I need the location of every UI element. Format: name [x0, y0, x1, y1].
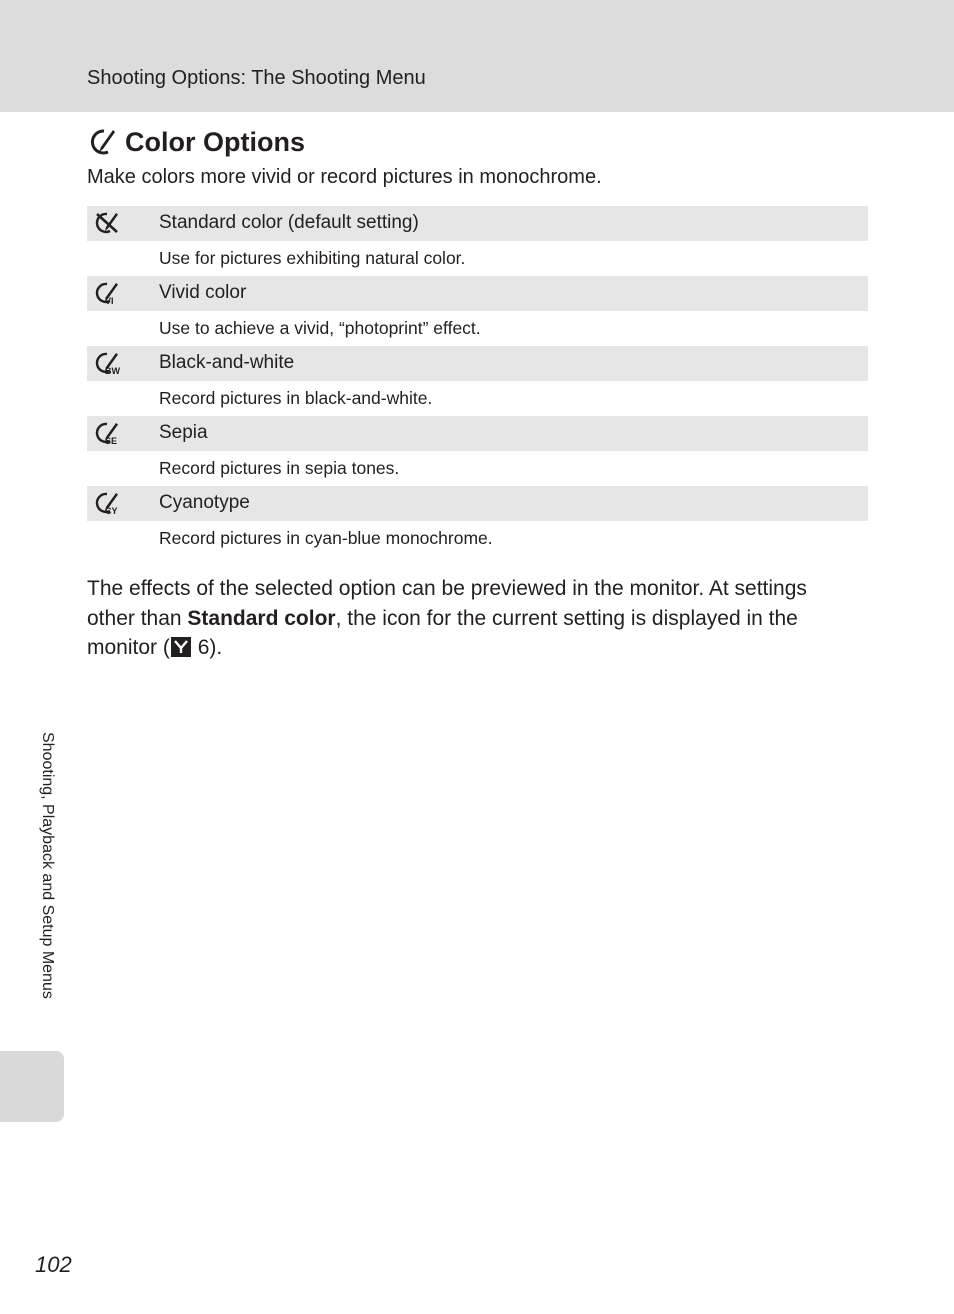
color-options-icon	[87, 128, 119, 156]
vivid-color-icon	[95, 281, 121, 305]
section-title	[87, 124, 305, 160]
options-table	[87, 206, 868, 556]
svg-text:BW: BW	[105, 366, 120, 375]
body-text: The effects of the selected option can be previewed in the monitor. At settings other than	[87, 577, 807, 630]
page-reference[interactable]: 6	[191, 636, 210, 659]
header-title: Shooting Options: The Shooting Menu	[87, 67, 426, 89]
option-description: Use to achieve a vivid, “photoprint” effect.	[159, 318, 481, 338]
option-description: Record pictures in cyan-blue monochrome.	[159, 528, 493, 548]
option-description: Use for pictures exhibiting natural color.	[159, 248, 466, 268]
option-name: Black-and-white	[159, 352, 295, 373]
sepia-icon	[95, 421, 121, 445]
body-text: , the icon for the current setting is displayed in the monitor (	[87, 606, 798, 659]
page-reference-icon	[171, 637, 191, 657]
option-row-black-and-white	[87, 346, 868, 381]
option-name: Cyanotype	[159, 492, 250, 513]
option-description-row	[87, 521, 868, 556]
option-description-row	[87, 311, 868, 346]
svg-text:CY: CY	[105, 506, 118, 515]
section-title-text: Color Options	[125, 126, 305, 157]
section-tab	[0, 1051, 64, 1122]
option-name: Standard color (default setting)	[159, 212, 419, 233]
body-bold-text: Standard color	[187, 606, 336, 630]
option-description: Record pictures in sepia tones.	[159, 458, 400, 478]
black-and-white-icon	[95, 351, 121, 375]
page-number: 102	[35, 1252, 72, 1277]
option-description: Record pictures in black-and-white.	[159, 388, 433, 408]
standard-color-icon	[95, 211, 121, 235]
option-row-sepia	[87, 416, 868, 451]
body-paragraph	[87, 574, 857, 663]
option-row-standard-color	[87, 206, 868, 241]
section-intro: Make colors more vivid or record pictures in monochrome.	[87, 166, 602, 188]
option-name: Vivid color	[159, 282, 247, 303]
cyanotype-icon	[95, 491, 121, 515]
svg-text:SE: SE	[105, 436, 118, 445]
option-name: Sepia	[159, 422, 208, 443]
page-header	[0, 0, 954, 112]
option-row-vivid-color	[87, 276, 868, 311]
body-text: ).	[209, 636, 223, 659]
sidebar-section-label: Shooting, Playback and Setup Menus	[39, 732, 56, 999]
option-description-row	[87, 451, 868, 486]
option-row-cyanotype	[87, 486, 868, 521]
option-description-row	[87, 241, 868, 276]
option-description-row	[87, 381, 868, 416]
svg-text:VI: VI	[105, 296, 114, 305]
